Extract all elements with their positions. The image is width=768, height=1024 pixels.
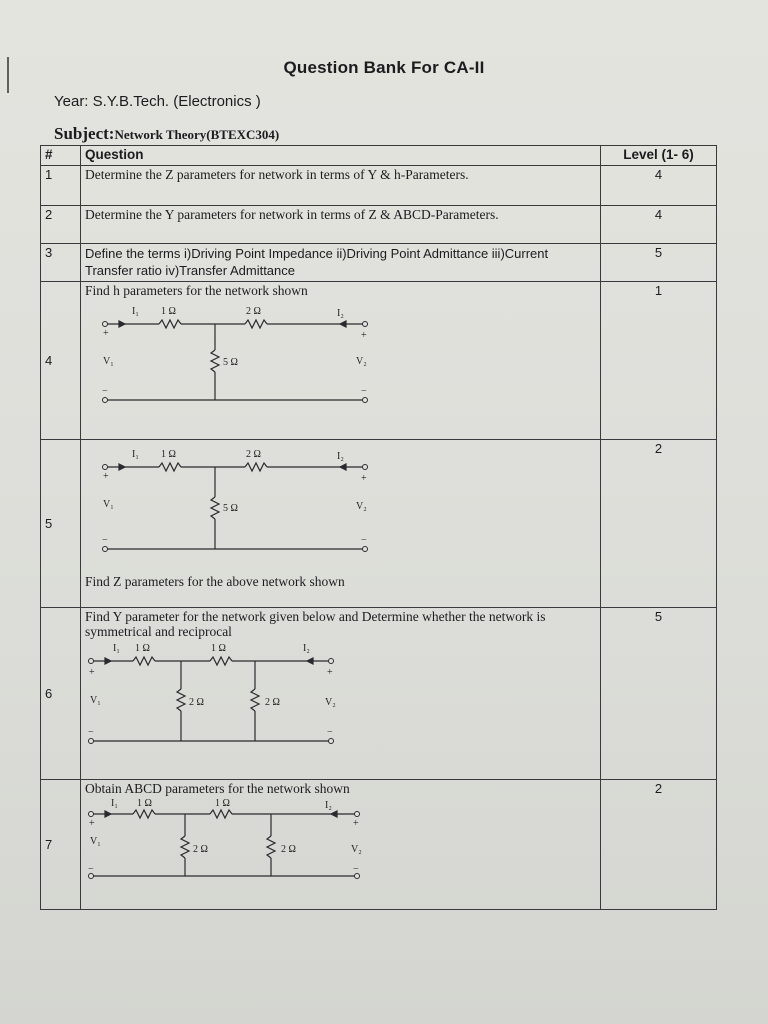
current-arrow-left-icon — [307, 658, 313, 664]
subject-label: Subject: — [54, 124, 115, 143]
voltage-label-v1: V₁ — [103, 499, 114, 510]
row-number: 1 — [41, 166, 81, 206]
row-number: 4 — [41, 282, 81, 440]
col-header-level: Level (1- 6) — [601, 146, 717, 166]
current-arrow-right-icon — [119, 464, 125, 470]
port2-top-terminal — [363, 322, 368, 327]
table-row — [41, 244, 717, 282]
question-cell — [81, 608, 601, 780]
port2-bottom-terminal — [363, 547, 368, 552]
current-arrow-right-icon — [105, 811, 111, 817]
col-header-num: # — [41, 146, 81, 166]
port2-bottom-terminal — [329, 739, 334, 744]
plus-sign: + — [89, 667, 95, 678]
resistor-label-2ohm: 2 Ω — [265, 697, 280, 708]
question-text: Obtain ABCD parameters for the network shown — [85, 781, 350, 796]
question-text: Find h parameters for the network shown — [85, 283, 308, 298]
resistor-label-2ohm: 2 Ω — [246, 306, 261, 317]
question-text: Find Y parameter for the network given below and Determine whether the network is symmetrical and reciprocal — [85, 609, 546, 639]
current-arrow-left-icon — [340, 464, 346, 470]
resistor-label-1ohm: 1 Ω — [161, 449, 176, 460]
level-value: 5 — [601, 608, 717, 780]
level-value: 5 — [601, 244, 717, 282]
port1-bottom-terminal — [89, 739, 94, 744]
current-label-i1: I₁ — [132, 449, 139, 460]
resistor-shunt-2ohm — [251, 689, 259, 711]
year-line: Year: S.Y.B.Tech. (Electronics ) — [54, 93, 261, 110]
question-cell — [81, 282, 601, 440]
minus-sign: − — [353, 864, 359, 875]
resistor-2ohm — [245, 463, 267, 471]
plus-sign: + — [103, 328, 109, 339]
level-value: 2 — [601, 440, 717, 608]
voltage-label-v2: V₂ — [351, 844, 362, 855]
resistor-label-1ohm: 1 Ω — [137, 798, 152, 809]
minus-sign: − — [361, 535, 367, 546]
current-label-i2: I₂ — [337, 308, 344, 319]
current-label-i2: I₂ — [303, 643, 310, 654]
resistor-2ohm — [245, 320, 267, 328]
current-label-i1: I₁ — [132, 306, 139, 317]
pi-network-circuit-diagram — [85, 796, 385, 896]
voltage-label-v1: V₁ — [90, 695, 101, 706]
minus-sign: − — [102, 535, 108, 546]
plus-sign: + — [353, 818, 359, 829]
current-label-i1: I₁ — [113, 643, 120, 654]
resistor-label-5ohm: 5 Ω — [223, 503, 238, 514]
subject-value: Network Theory(BTEXC304) — [114, 127, 280, 142]
resistor-1ohm — [210, 657, 232, 665]
resistor-label-5ohm: 5 Ω — [223, 357, 238, 368]
question-cell — [81, 780, 601, 910]
pi-network-circuit-diagram — [85, 639, 385, 759]
voltage-label-v2: V₂ — [356, 501, 367, 512]
plus-sign: + — [89, 818, 95, 829]
t-network-circuit-diagram — [85, 441, 385, 566]
question-table — [40, 145, 717, 910]
level-value: 4 — [601, 166, 717, 206]
resistor-label-1ohm: 1 Ω — [161, 306, 176, 317]
table-row — [41, 608, 717, 780]
voltage-label-v2: V₂ — [356, 356, 367, 367]
question-cell — [81, 440, 601, 608]
col-header-question: Question — [81, 146, 601, 166]
row-number: 3 — [41, 244, 81, 282]
port2-bottom-terminal — [363, 398, 368, 403]
current-label-i2: I₂ — [337, 451, 344, 462]
resistor-label-2ohm: 2 Ω — [189, 697, 204, 708]
question-text: Define the terms i)Driving Point Impedance ii)Driving Point Admittance iii)Current Transfer ratio iv)Transfer Admittance — [81, 244, 601, 282]
question-text: Determine the Y parameters for network in terms of Z & ABCD-Parameters. — [81, 206, 601, 244]
voltage-label-v1: V₁ — [103, 356, 114, 367]
voltage-label-v2: V₂ — [325, 697, 336, 708]
resistor-1ohm — [133, 657, 155, 665]
table-header-row — [41, 146, 717, 166]
plus-sign: + — [103, 471, 109, 482]
resistor-label-1ohm: 1 Ω — [215, 798, 230, 809]
current-label-i1: I₁ — [111, 798, 118, 809]
resistor-label-1ohm: 1 Ω — [211, 643, 226, 654]
plus-sign: + — [327, 667, 333, 678]
level-value: 4 — [601, 206, 717, 244]
minus-sign: − — [327, 727, 333, 738]
port1-bottom-terminal — [103, 398, 108, 403]
row-number: 6 — [41, 608, 81, 780]
page-title: Question Bank For CA-II — [283, 58, 485, 77]
port2-top-terminal — [355, 812, 360, 817]
port2-top-terminal — [329, 659, 334, 664]
question-text: Find Z parameters for the above network shown — [85, 574, 345, 589]
minus-sign: − — [102, 386, 108, 397]
table-row — [41, 206, 717, 244]
current-arrow-left-icon — [331, 811, 337, 817]
resistor-label-2ohm: 2 Ω — [281, 844, 296, 855]
port1-top-terminal — [89, 812, 94, 817]
resistor-shunt-5ohm — [211, 350, 219, 372]
minus-sign: − — [88, 727, 94, 738]
minus-sign: − — [361, 386, 367, 397]
table-row — [41, 282, 717, 440]
resistor-shunt-2ohm — [177, 689, 185, 711]
resistor-shunt-2ohm — [267, 836, 275, 858]
subject-line — [54, 124, 279, 144]
minus-sign: − — [88, 864, 94, 875]
row-number: 5 — [41, 440, 81, 608]
port1-bottom-terminal — [103, 547, 108, 552]
t-network-circuit-diagram — [85, 298, 385, 428]
row-number: 2 — [41, 206, 81, 244]
level-value: 1 — [601, 282, 717, 440]
current-label-i2: I₂ — [325, 800, 332, 811]
level-value: 2 — [601, 780, 717, 910]
current-arrow-left-icon — [340, 321, 346, 327]
voltage-label-v1: V₁ — [90, 836, 101, 847]
port2-top-terminal — [363, 465, 368, 470]
port1-top-terminal — [89, 659, 94, 664]
table-row — [41, 440, 717, 608]
resistor-1ohm — [159, 463, 181, 471]
plus-sign: + — [361, 330, 367, 341]
question-text: Determine the Z parameters for network in terms of Y & h-Parameters. — [81, 166, 601, 206]
current-arrow-right-icon — [119, 321, 125, 327]
resistor-1ohm — [159, 320, 181, 328]
plus-sign: + — [361, 473, 367, 484]
port1-top-terminal — [103, 322, 108, 327]
resistor-label-2ohm: 2 Ω — [193, 844, 208, 855]
resistor-label-2ohm: 2 Ω — [246, 449, 261, 460]
port1-top-terminal — [103, 465, 108, 470]
resistor-1ohm — [210, 810, 232, 818]
table-row — [41, 166, 717, 206]
table-row — [41, 780, 717, 910]
resistor-label-1ohm: 1 Ω — [135, 643, 150, 654]
resistor-shunt-5ohm — [211, 497, 219, 519]
current-arrow-right-icon — [105, 658, 111, 664]
resistor-shunt-2ohm — [181, 836, 189, 858]
row-number: 7 — [41, 780, 81, 910]
resistor-1ohm — [133, 810, 155, 818]
